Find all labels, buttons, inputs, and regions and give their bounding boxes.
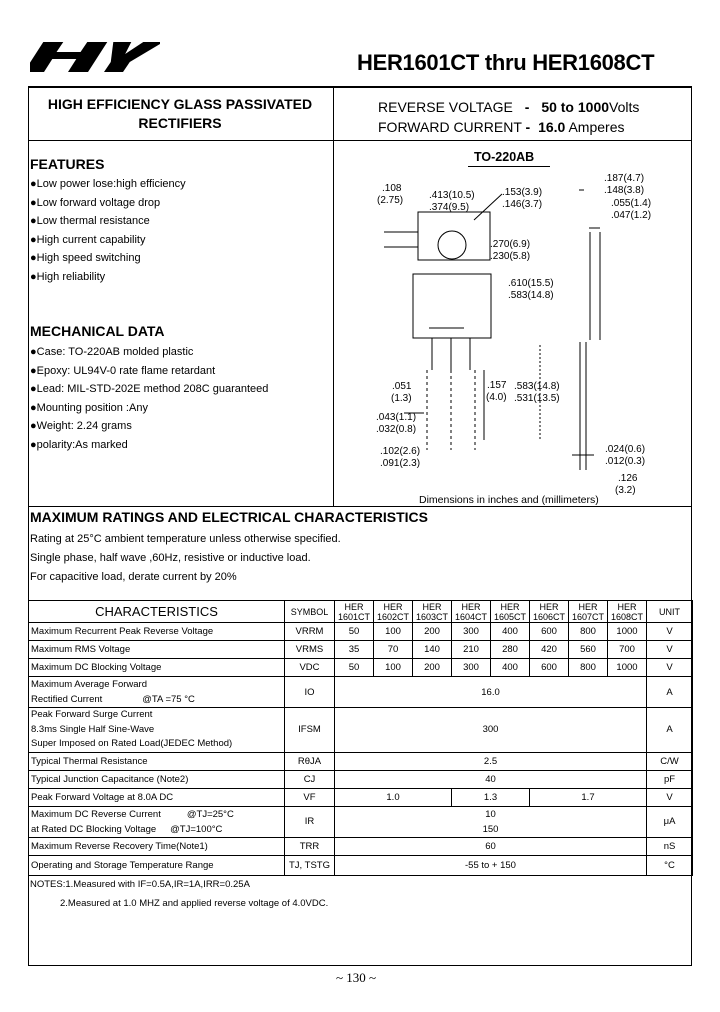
- table-cell: 420: [530, 641, 569, 659]
- table-cell: 100: [374, 623, 413, 641]
- table-cell: 40: [335, 770, 647, 788]
- table-cell: 700: [608, 641, 647, 659]
- mechanical-list: [30, 343, 268, 454]
- dim-230: .230(5.8): [490, 251, 531, 262]
- table-cell: TRR: [285, 837, 335, 855]
- table-cell: μA: [647, 806, 693, 837]
- note-2: 2.Measured at 1.0 MHZ and applied reverse voltage of 4.0VDC.: [60, 898, 329, 909]
- table-cell: V: [647, 659, 693, 677]
- forward-current-value: 16.0: [538, 119, 566, 135]
- dim-108: .108: [382, 183, 402, 194]
- dim-157: .157: [487, 380, 507, 391]
- dim-32: (3.2): [615, 485, 636, 496]
- mechanical-title: MECHANICAL DATA: [30, 323, 165, 339]
- table-cell: pF: [647, 770, 693, 788]
- table-cell: VRMS: [285, 641, 335, 659]
- table-row: [29, 677, 693, 708]
- header-part: HER 1608CT: [608, 601, 647, 623]
- package-label-underline: [468, 166, 550, 167]
- characteristics-table: [28, 600, 693, 876]
- features-list: [30, 175, 186, 286]
- page-title: HER1601CT thru HER1608CT: [357, 50, 655, 75]
- forward-current-line: [378, 117, 639, 137]
- table-cell: VRRM: [285, 623, 335, 641]
- table-cell: 2.5: [335, 752, 647, 770]
- reverse-voltage-label: REVERSE VOLTAGE: [378, 99, 513, 115]
- table-cell: Maximum DC Blocking Voltage: [29, 659, 285, 677]
- table-cell: 280: [491, 641, 530, 659]
- list-item: ●Case: TO-220AB molded plastic: [30, 346, 194, 358]
- table-cell: 400: [491, 623, 530, 641]
- table-cell: 600: [530, 659, 569, 677]
- ratings-summary: [378, 97, 639, 137]
- bottom-rule: [28, 965, 692, 966]
- ratings-title: MAXIMUM RATINGS AND ELECTRICAL CHARACTERISTICS: [30, 509, 428, 525]
- table-cell: Maximum Reverse Recovery Time(Note1): [29, 837, 285, 855]
- table-cell: 400: [491, 659, 530, 677]
- header-part: HER 1602CT: [374, 601, 413, 623]
- table-row: [29, 837, 693, 855]
- table-cell: 200: [413, 659, 452, 677]
- table-row: [29, 770, 693, 788]
- heading-line1: HIGH EFFICIENCY GLASS PASSIVATED: [47, 96, 313, 112]
- table-cell: IFSM: [285, 708, 335, 753]
- table-cell: Maximum DC Reverse Current @TJ=25°C at Rated DC Blocking Voltage @TJ=100°C: [29, 806, 285, 837]
- dim-043: .043(1.1): [376, 412, 417, 423]
- table-header-row: [29, 601, 693, 623]
- header-part: HER 1604CT: [452, 601, 491, 623]
- table-cell: 210: [452, 641, 491, 659]
- list-item: ●Low power lose:high efficiency: [30, 178, 186, 190]
- table-row: [29, 752, 693, 770]
- table-cell: 300: [452, 659, 491, 677]
- table-cell: A: [647, 677, 693, 708]
- table-cell: 1.0: [335, 788, 452, 806]
- header-part: HER 1603CT: [413, 601, 452, 623]
- table-cell: Maximum Recurrent Peak Reverse Voltage: [29, 623, 285, 641]
- dim-275: (2.75): [377, 195, 404, 206]
- dim-102: .102(2.6): [380, 446, 421, 457]
- header-unit: UNIT: [647, 601, 693, 623]
- table-row: [29, 659, 693, 677]
- note-1: NOTES:1.Measured with IF=0.5A,IR=1A,IRR=0.25A: [30, 879, 250, 890]
- table-cell: Peak Forward Surge Current 8.3ms Single Half Sine-Wave Super Imposed on Rated Load(JEDEC Method): [29, 708, 285, 753]
- table-cell: Typical Junction Capacitance (Note2): [29, 770, 285, 788]
- dim-583b: .583(14.8): [514, 381, 560, 392]
- table-cell: 1000: [608, 659, 647, 677]
- reverse-voltage-unit: Volts: [609, 99, 640, 115]
- table-cell: 35: [335, 641, 374, 659]
- table-cell: 140: [413, 641, 452, 659]
- dim-153: .153(3.9): [502, 187, 543, 198]
- dim-146: .146(3.7): [502, 199, 543, 210]
- dim-047: .047(1.2): [611, 210, 652, 221]
- table-cell: V: [647, 641, 693, 659]
- header-part: HER 1605CT: [491, 601, 530, 623]
- dim-126: .126: [618, 473, 638, 484]
- header-symbol: SYMBOL: [285, 601, 335, 623]
- table-cell: 300: [335, 708, 647, 753]
- heading-line2: RECTIFIERS: [138, 115, 222, 131]
- table-cell: 1.3: [452, 788, 530, 806]
- table-cell: 800: [569, 659, 608, 677]
- dim-531: .531(13.5): [514, 393, 560, 404]
- dim-270: .270(6.9): [490, 239, 531, 250]
- table-row: [29, 623, 693, 641]
- list-item: ●Weight: 2.24 grams: [30, 420, 132, 432]
- header-characteristics: CHARACTERISTICS: [29, 601, 285, 623]
- table-cell: 50: [335, 659, 374, 677]
- table-cell: 10 150: [335, 806, 647, 837]
- rating-note: For capacitive load, derate current by 20%: [30, 571, 237, 583]
- forward-current-unit: Amperes: [568, 119, 625, 135]
- table-cell: Operating and Storage Temperature Range: [29, 855, 285, 875]
- table-cell: Maximum RMS Voltage: [29, 641, 285, 659]
- table-cell: 70: [374, 641, 413, 659]
- table-cell: nS: [647, 837, 693, 855]
- table-cell: A: [647, 708, 693, 753]
- list-item: ●Low forward voltage drop: [30, 196, 161, 209]
- dim-148: .148(3.8): [604, 185, 645, 196]
- header-bottom-rule: [28, 140, 692, 141]
- reverse-voltage-line: [378, 97, 639, 117]
- table-cell: °C: [647, 855, 693, 875]
- forward-current-dash: -: [525, 119, 531, 135]
- dim-091: .091(2.3): [380, 458, 421, 469]
- table-cell: C/W: [647, 752, 693, 770]
- dim-187: .187(4.7): [604, 173, 645, 184]
- table-cell: 50: [335, 623, 374, 641]
- section-rule: [28, 506, 692, 507]
- dim-610: .610(15.5): [508, 278, 554, 289]
- list-item: ●Lead: MIL-STD-202E method 208C guaranteed: [30, 383, 269, 395]
- dim-051: .051: [392, 381, 412, 392]
- table-row: [29, 788, 693, 806]
- dim-583: .583(14.8): [508, 290, 554, 301]
- table-cell: 1000: [608, 623, 647, 641]
- table-cell: 1.7: [530, 788, 647, 806]
- reverse-voltage-value: 50 to 1000: [541, 99, 610, 115]
- dim-13: (1.3): [391, 393, 412, 404]
- dim-024: .024(0.6): [605, 444, 646, 455]
- table-row: [29, 806, 693, 837]
- reverse-voltage-dash: -: [524, 99, 530, 115]
- dim-413: .413(10.5): [429, 190, 475, 201]
- table-cell: CJ: [285, 770, 335, 788]
- list-item: ●High current capability: [30, 233, 146, 246]
- dim-40: (4.0): [486, 392, 507, 403]
- table-row: [29, 855, 693, 875]
- list-item: ●Mounting position :Any: [30, 401, 148, 414]
- forward-current-label: FORWARD CURRENT: [378, 119, 522, 135]
- table-cell: 100: [374, 659, 413, 677]
- table-cell: VF: [285, 788, 335, 806]
- list-item: ●Low thermal resistance: [30, 215, 150, 227]
- list-item: ●High reliability: [30, 270, 106, 283]
- list-item: ●Epoxy: UL94V-0 rate flame retardant: [30, 364, 216, 377]
- table-cell: Maximum Average Forward Rectified Current @TA =75 °C: [29, 677, 285, 708]
- table-cell: 16.0: [335, 677, 647, 708]
- table-cell: V: [647, 623, 693, 641]
- page-number: ~ 130 ~: [336, 970, 377, 985]
- table-cell: 300: [452, 623, 491, 641]
- product-heading: [30, 95, 330, 133]
- dim-374: .374(9.5): [429, 202, 470, 213]
- notes: [30, 879, 328, 909]
- table-row: [29, 641, 693, 659]
- table-cell: 800: [569, 623, 608, 641]
- table-cell: TJ, TSTG: [285, 855, 335, 875]
- header-part: HER 1601CT: [335, 601, 374, 623]
- header-top-rule: [28, 86, 692, 88]
- table-cell: 560: [569, 641, 608, 659]
- list-item: ●High speed switching: [30, 252, 141, 264]
- dim-055: .055(1.4): [611, 198, 652, 209]
- hy-logo: [30, 38, 160, 74]
- header-part: HER 1607CT: [569, 601, 608, 623]
- table-cell: Peak Forward Voltage at 8.0A DC: [29, 788, 285, 806]
- table-cell: 600: [530, 623, 569, 641]
- dim-012: .012(0.3): [605, 456, 646, 467]
- table-cell: 60: [335, 837, 647, 855]
- dimensions-caption: Dimensions in inches and (millimeters): [419, 494, 599, 506]
- table-cell: RθJA: [285, 752, 335, 770]
- rating-note: Single phase, half wave ,60Hz, resistive or inductive load.: [30, 552, 311, 564]
- table-cell: 200: [413, 623, 452, 641]
- table-cell: V: [647, 788, 693, 806]
- list-item: ●polarity:As marked: [30, 438, 128, 451]
- table-cell: IO: [285, 677, 335, 708]
- table-cell: VDC: [285, 659, 335, 677]
- ratings-notes: [30, 530, 341, 587]
- table-cell: Typical Thermal Resistance: [29, 752, 285, 770]
- features-title: FEATURES: [30, 156, 105, 172]
- rating-note: Rating at 25°C ambient temperature unless otherwise specified.: [30, 533, 341, 545]
- package-label: TO-220AB: [474, 150, 535, 164]
- header-part: HER 1606CT: [530, 601, 569, 623]
- dim-032: .032(0.8): [376, 424, 417, 435]
- table-cell: IR: [285, 806, 335, 837]
- table-row: [29, 708, 693, 753]
- table-cell: -55 to + 150: [335, 855, 647, 875]
